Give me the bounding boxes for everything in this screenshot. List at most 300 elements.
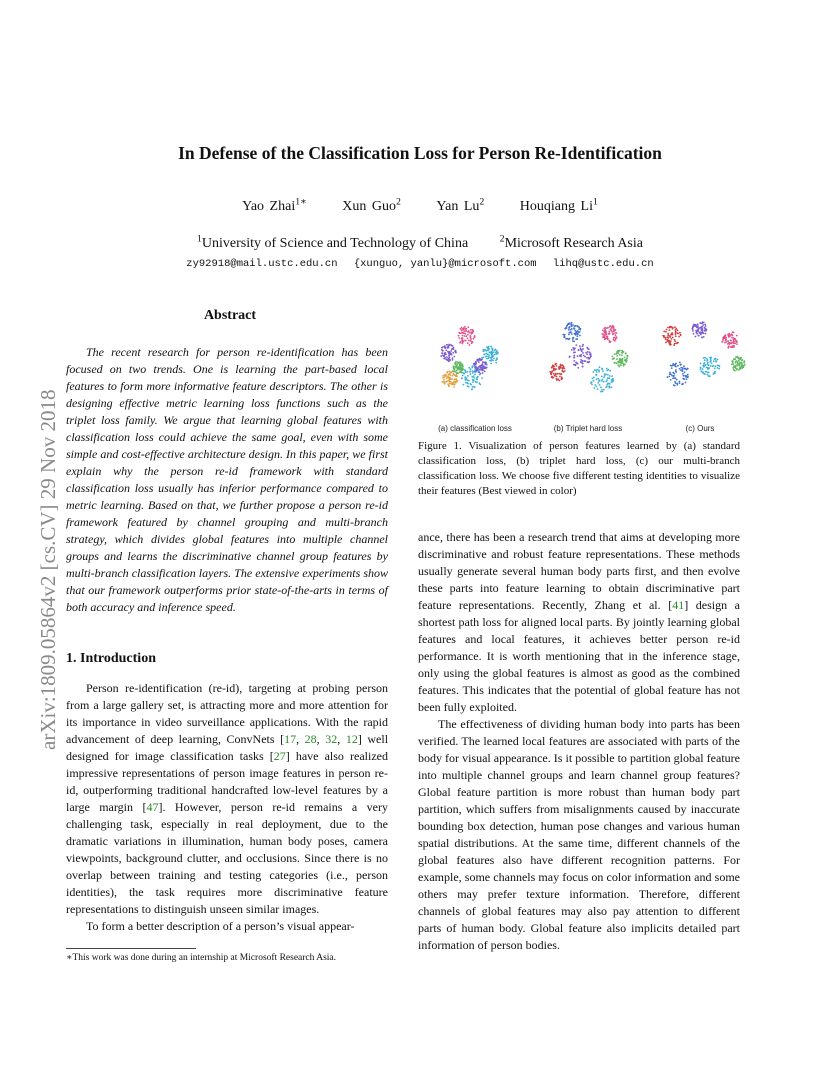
- feature-point: [450, 350, 452, 352]
- feature-point: [448, 354, 450, 356]
- feature-point: [707, 375, 709, 377]
- feature-point: [613, 337, 615, 339]
- feature-point: [736, 335, 738, 337]
- feature-point: [737, 363, 739, 365]
- feature-point: [602, 370, 604, 372]
- feature-point: [481, 357, 483, 359]
- feature-point: [496, 359, 498, 361]
- feature-point: [451, 382, 453, 384]
- feature-point: [582, 363, 584, 365]
- feature-point: [491, 356, 493, 358]
- feature-point: [622, 361, 624, 363]
- feature-point: [615, 334, 617, 336]
- feature-point: [620, 362, 622, 364]
- feature-point: [453, 373, 455, 375]
- feature-point: [474, 362, 476, 364]
- feature-point: [457, 372, 459, 374]
- feature-scatter-plots: [418, 318, 748, 438]
- paper-title: In Defense of the Classification Loss for Person Re-Identification: [178, 143, 662, 163]
- feature-point: [732, 331, 734, 333]
- section-heading-introduction: 1. Introduction: [66, 651, 156, 666]
- feature-point: [609, 375, 611, 377]
- feature-point: [458, 367, 460, 369]
- feature-point: [703, 366, 705, 368]
- feature-point: [484, 350, 486, 352]
- feature-point: [485, 363, 487, 365]
- feature-point: [479, 368, 481, 370]
- feature-point: [449, 352, 451, 354]
- feature-point: [668, 376, 670, 378]
- feature-point: [610, 330, 612, 332]
- feature-point: [576, 333, 578, 335]
- feature-point: [685, 376, 687, 378]
- feature-point: [442, 354, 444, 356]
- feature-point: [687, 368, 689, 370]
- feature-point: [493, 358, 495, 360]
- feature-point: [452, 359, 454, 361]
- feature-point: [551, 367, 553, 369]
- feature-point: [711, 362, 713, 364]
- feature-point: [457, 369, 459, 371]
- feature-point: [605, 373, 607, 375]
- feature-point: [450, 372, 452, 374]
- feature-point: [601, 380, 603, 382]
- feature-point: [464, 370, 466, 372]
- feature-point: [603, 389, 605, 391]
- feature-point: [594, 369, 596, 371]
- feature-point: [602, 391, 604, 393]
- feature-point: [743, 362, 745, 364]
- feature-point: [604, 334, 606, 336]
- feature-point: [682, 371, 684, 373]
- feature-point: [464, 335, 466, 337]
- feature-point: [591, 384, 593, 386]
- feature-point: [476, 359, 478, 361]
- feature-point: [470, 340, 472, 342]
- feature-point: [551, 372, 553, 374]
- feature-point: [490, 351, 492, 353]
- feature-point: [611, 386, 613, 388]
- feature-point: [462, 364, 464, 366]
- feature-point: [733, 367, 735, 369]
- feature-point: [482, 349, 484, 351]
- citation-link[interactable]: 41: [672, 598, 685, 612]
- feature-point: [703, 357, 705, 359]
- feature-point: [677, 329, 679, 331]
- feature-point: [555, 368, 557, 370]
- feature-point: [564, 328, 566, 330]
- feature-point: [553, 373, 555, 375]
- scatter-panel-a: [440, 326, 498, 390]
- citation-link[interactable]: 27: [273, 749, 286, 763]
- feature-point: [702, 329, 704, 331]
- feature-point: [580, 356, 582, 358]
- feature-point: [680, 364, 682, 366]
- feature-point: [666, 340, 668, 342]
- feature-point: [575, 344, 577, 346]
- feature-point: [468, 367, 470, 369]
- feature-point: [612, 358, 614, 360]
- feature-point: [665, 342, 667, 344]
- feature-point: [472, 372, 474, 374]
- feature-point: [611, 326, 613, 328]
- feature-point: [713, 373, 715, 375]
- feature-point: [572, 338, 574, 340]
- feature-point: [682, 369, 684, 371]
- feature-point: [669, 326, 671, 328]
- feature-point: [593, 380, 595, 382]
- feature-point: [612, 381, 614, 383]
- feature-point: [744, 360, 746, 362]
- feature-point: [599, 379, 601, 381]
- email: lihq@ustc.edu.cn: [552, 258, 654, 270]
- feature-point: [556, 376, 558, 378]
- subfigure-label: (b) Triplet hard loss: [553, 424, 623, 433]
- feature-point: [571, 333, 573, 335]
- feature-point: [703, 373, 705, 375]
- feature-point: [615, 338, 617, 340]
- feature-point: [458, 335, 460, 337]
- feature-point: [676, 383, 678, 385]
- feature-point: [468, 340, 470, 342]
- feature-point: [494, 349, 496, 351]
- feature-point: [682, 378, 684, 380]
- feature-point: [623, 365, 625, 367]
- feature-point: [486, 350, 488, 352]
- feature-point: [467, 334, 469, 336]
- feature-point: [463, 331, 465, 333]
- feature-point: [669, 335, 671, 337]
- feature-point: [458, 337, 460, 339]
- feature-point: [679, 332, 681, 334]
- feature-point: [467, 337, 469, 339]
- feature-point: [685, 382, 687, 384]
- feature-point: [613, 362, 615, 364]
- feature-point: [492, 360, 494, 362]
- scatter-panel-b: [549, 322, 628, 393]
- feature-point: [742, 365, 744, 367]
- feature-point: [497, 352, 499, 354]
- feature-point: [616, 358, 618, 360]
- feature-point: [670, 340, 672, 342]
- feature-point: [470, 373, 472, 375]
- feature-point: [591, 381, 593, 383]
- feature-point: [734, 358, 736, 360]
- feature-point: [717, 365, 719, 367]
- feature-point: [681, 383, 683, 385]
- feature-point: [586, 347, 588, 349]
- feature-point: [696, 326, 698, 328]
- feature-point: [455, 382, 457, 384]
- feature-point: [614, 353, 616, 355]
- feature-point: [459, 342, 461, 344]
- feature-point: [620, 364, 622, 366]
- feature-point: [448, 385, 450, 387]
- abstract-text: The recent research for person re-identification has been focused on two trends. One is learning the part-based local features to form more informative feature descriptors. The other is designing effective metric learning loss functions such as the triplet loss family. We argue that learning global features with classification loss could achieve the same goal, even with some simple and cost-effective architecture design. In this paper, we first explain why the person re-id framework with standard classification loss usually has inferior performance compared to metric learning. Based on that, we further propose a person re-id framework featured by channel grouping and multi-branch strategy, which divides global features into multiple channel groups and learns the discriminative channel group features by multi-branch classification layers. The extensive experiments show that our framework outperforms prior state-of-the-arts in terms of both accuracy and inference speed.: [66, 345, 388, 614]
- feature-point: [692, 330, 694, 332]
- feature-point: [487, 349, 489, 351]
- feature-point: [624, 363, 626, 365]
- feature-point: [732, 337, 734, 339]
- feature-point: [457, 363, 459, 365]
- feature-point: [706, 358, 708, 360]
- citation-link[interactable]: 47: [146, 800, 159, 814]
- feature-point: [717, 359, 719, 361]
- feature-point: [564, 370, 566, 372]
- feature-point: [566, 325, 568, 327]
- feature-point: [587, 351, 589, 353]
- feature-point: [484, 370, 486, 372]
- affiliation: $^2$Microsoft Research Asia: [499, 233, 643, 251]
- feature-point: [441, 347, 443, 349]
- feature-point: [705, 371, 707, 373]
- feature-point: [481, 366, 483, 368]
- feature-point: [707, 371, 709, 373]
- feature-point: [487, 348, 489, 350]
- feature-point: [601, 333, 603, 335]
- citation-link[interactable]: 17: [284, 732, 297, 746]
- citation-link[interactable]: 32: [325, 732, 338, 746]
- feature-point: [446, 372, 448, 374]
- feature-point: [467, 379, 469, 381]
- feature-point: [676, 379, 678, 381]
- citation-link[interactable]: 28: [304, 732, 317, 746]
- feature-point: [470, 370, 472, 372]
- feature-point: [665, 331, 667, 333]
- feature-point: [488, 346, 490, 348]
- feature-point: [449, 374, 451, 376]
- feature-point: [450, 381, 452, 383]
- feature-point: [472, 386, 474, 388]
- feature-point: [700, 368, 702, 370]
- feature-point: [616, 352, 618, 354]
- feature-point: [474, 365, 476, 367]
- feature-point: [462, 332, 464, 334]
- feature-point: [482, 365, 484, 367]
- feature-point: [698, 335, 700, 337]
- feature-point: [700, 326, 702, 328]
- feature-point: [672, 372, 674, 374]
- feature-point: [734, 343, 736, 345]
- feature-point: [465, 335, 467, 337]
- feature-point: [448, 379, 450, 381]
- feature-point: [704, 362, 706, 364]
- feature-point: [609, 325, 611, 327]
- feature-point: [727, 340, 729, 342]
- feature-point: [608, 332, 610, 334]
- affiliation-list: [60, 233, 780, 252]
- feature-point: [614, 340, 616, 342]
- feature-point: [442, 377, 444, 379]
- paragraph: To form a better description of a person’s visual appear-: [86, 919, 355, 933]
- feature-point: [597, 369, 599, 371]
- feature-point: [703, 336, 705, 338]
- feature-point: [624, 357, 626, 359]
- feature-point: [733, 363, 735, 365]
- feature-point: [704, 359, 706, 361]
- feature-point: [454, 362, 456, 364]
- feature-point: [475, 370, 477, 372]
- feature-point: [465, 330, 467, 332]
- introduction-text: [66, 680, 388, 935]
- feature-point: [472, 381, 474, 383]
- feature-point: [709, 361, 711, 363]
- feature-point: [724, 337, 726, 339]
- footnote-divider: [66, 948, 196, 949]
- feature-point: [607, 338, 609, 340]
- feature-point: [725, 337, 727, 339]
- feature-point: [478, 371, 480, 373]
- feature-point: [555, 363, 557, 365]
- feature-point: [444, 352, 446, 354]
- feature-point: [606, 379, 608, 381]
- feature-point: [453, 367, 455, 369]
- feature-point: [580, 349, 582, 351]
- feature-point: [577, 326, 579, 328]
- feature-point: [671, 338, 673, 340]
- feature-point: [737, 356, 739, 358]
- feature-point: [465, 340, 467, 342]
- feature-point: [714, 367, 716, 369]
- feature-point: [672, 337, 674, 339]
- paragraph: Person re-identification (re-id), targeting at probing person from a large gallery set, is attracting more and more attention for its importance in video surveillance applications. With the rapid advancement of deep learning, ConvNets [17, 28, 32, 12] well designed for image classification tasks [27] have also realized impressive representations of person image features in person re-id, outperforming traditional handcrafted low-level features by a large margin [47]. However, person re-id remains a very challenging task, especially in real deployment, due to the dramatic variations in illumination, human body poses, camera viewpoints, background clutter, and occlusions. Since there is no overlap between training and testing categories (i.e., person identities), the task requires more discriminative feature representations to distinguish unseen similar images.: [66, 681, 389, 916]
- feature-point: [486, 358, 488, 360]
- feature-point: [697, 323, 699, 325]
- feature-point: [440, 355, 442, 357]
- feature-point: [601, 389, 603, 391]
- feature-point: [687, 376, 689, 378]
- feature-point: [617, 350, 619, 352]
- feature-point: [700, 363, 702, 365]
- feature-point: [580, 359, 582, 361]
- feature-point: [452, 352, 454, 354]
- feature-point: [586, 353, 588, 355]
- feature-point: [446, 380, 448, 382]
- affiliation: $^1$University of Science and Technology of China: [197, 233, 469, 251]
- feature-point: [496, 350, 498, 352]
- feature-point: [571, 349, 573, 351]
- feature-point: [607, 327, 609, 329]
- feature-point: [618, 361, 620, 363]
- feature-point: [582, 344, 584, 346]
- feature-point: [577, 367, 579, 369]
- feature-point: [736, 343, 738, 345]
- feature-point: [704, 327, 706, 329]
- feature-point: [734, 365, 736, 367]
- feature-point: [665, 338, 667, 340]
- feature-point: [622, 358, 624, 360]
- feature-point: [455, 350, 457, 352]
- feature-point: [480, 366, 482, 368]
- feature-point: [442, 352, 444, 354]
- feature-point: [452, 345, 454, 347]
- feature-point: [671, 367, 673, 369]
- feature-point: [613, 330, 615, 332]
- feature-point: [458, 362, 460, 364]
- feature-point: [467, 385, 469, 387]
- author-list: [60, 196, 780, 215]
- feature-point: [715, 361, 717, 363]
- feature-point: [612, 378, 614, 380]
- feature-point: [599, 366, 601, 368]
- feature-point: [474, 336, 476, 338]
- feature-point: [468, 330, 470, 332]
- feature-point: [740, 367, 742, 369]
- feature-point: [559, 365, 561, 367]
- feature-point: [712, 365, 714, 367]
- feature-point: [727, 347, 729, 349]
- email-list: [60, 258, 780, 270]
- feature-point: [494, 354, 496, 356]
- feature-point: [730, 334, 732, 336]
- feature-point: [603, 377, 605, 379]
- feature-point: [606, 336, 608, 338]
- feature-point: [451, 354, 453, 356]
- feature-point: [593, 371, 595, 373]
- feature-point: [575, 325, 577, 327]
- feature-point: [559, 376, 561, 378]
- feature-point: [604, 330, 606, 332]
- feature-point: [609, 387, 611, 389]
- feature-point: [470, 338, 472, 340]
- feature-point: [561, 376, 563, 378]
- feature-point: [677, 333, 679, 335]
- feature-point: [683, 375, 685, 377]
- feature-point: [732, 334, 734, 336]
- feature-point: [596, 386, 598, 388]
- feature-point: [483, 361, 485, 363]
- feature-point: [592, 378, 594, 380]
- feature-point: [473, 386, 475, 388]
- feature-point: [444, 357, 446, 359]
- feature-point: [601, 368, 603, 370]
- feature-point: [616, 355, 618, 357]
- feature-point: [464, 333, 466, 335]
- feature-point: [445, 350, 447, 352]
- feature-point: [727, 334, 729, 336]
- feature-point: [590, 353, 592, 355]
- feature-point: [617, 364, 619, 366]
- feature-point: [677, 365, 679, 367]
- feature-point: [686, 378, 688, 380]
- feature-point: [668, 340, 670, 342]
- feature-point: [675, 377, 677, 379]
- feature-point: [448, 361, 450, 363]
- feature-point: [600, 391, 602, 393]
- feature-point: [487, 353, 489, 355]
- feature-point: [730, 340, 732, 342]
- feature-point: [474, 373, 476, 375]
- feature-point: [677, 342, 679, 344]
- author: Yao Zhai$^{1∗}$: [242, 196, 307, 214]
- feature-point: [597, 388, 599, 390]
- citation-link[interactable]: 12: [345, 732, 358, 746]
- feature-point: [455, 379, 457, 381]
- paragraph: ance, there has been a research trend that aims at developing more discriminative and robust feature representations. These methods usually generate several human body parts first, and then evolve these parts into feature learning to obtain discriminative part feature representations. Recently, Zhang et al. [41] design a shortest path loss for aligned local parts. By jointly learning global features and local features, it achieves better person re-id performance. It is worth mentioning that in the inference stage, only using the global features is almost as good as the combined features. This indicates that the potential of global feature has not been fully exploited.: [418, 530, 740, 714]
- feature-point: [553, 365, 555, 367]
- feature-point: [669, 329, 671, 331]
- feature-point: [612, 356, 614, 358]
- feature-point: [675, 335, 677, 337]
- feature-point: [464, 378, 466, 380]
- feature-point: [596, 378, 598, 380]
- feature-point: [697, 331, 699, 333]
- footnote: ∗This work was done during an internship at Microsoft Research Asia.: [66, 953, 337, 963]
- email: zy92918@mail.ustc.edu.cn: [186, 258, 338, 270]
- feature-point: [560, 373, 562, 375]
- feature-point: [619, 358, 621, 360]
- feature-point: [473, 377, 475, 379]
